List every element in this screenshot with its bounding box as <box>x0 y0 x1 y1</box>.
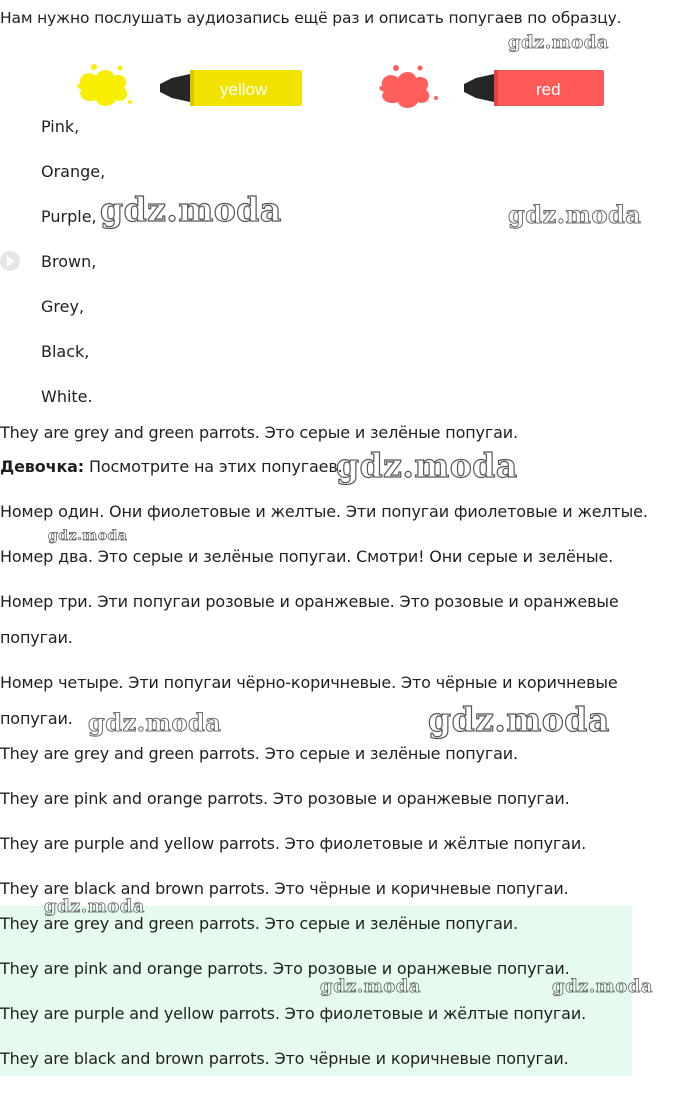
red-marker-illustration <box>376 62 606 112</box>
answer-line-3: They are purple and yellow parrots. Это фиолетовые и жёлтые попугаи. <box>0 834 587 853</box>
color-word-black: Black, <box>41 342 90 361</box>
highlighted-answer-2: They are pink and orange parrots. Это розовые и оранжевые попугаи. <box>0 959 570 978</box>
number-four-text: Номер четыре. Эти попугаи чёрно-коричневые. Это чёрные и коричневые <box>0 673 618 692</box>
watermark: gdz.moda <box>48 528 128 544</box>
color-word-brown: Brown, <box>41 252 97 271</box>
highlighted-answer-4: They are black and brown parrots. Это чёрные и коричневые попугаи. <box>0 1049 569 1068</box>
girl-text: Посмотрите на этих попугаев. <box>84 457 343 476</box>
girl-line <box>0 456 343 478</box>
watermark: gdz.moda <box>44 896 145 917</box>
watermark: gdz.moda <box>508 32 609 53</box>
intro-text: Нам нужно послушать аудиозапись ещё раз и описать попугаев по образцу. <box>0 9 622 27</box>
answer-line-2: They are pink and orange parrots. Это розовые и оранжевые попугаи. <box>0 789 570 808</box>
highlighted-answer-1: They are grey and green parrots. Это серые и зелёные попугаи. <box>0 914 518 933</box>
color-word-pink: Pink, <box>41 117 80 136</box>
watermark: gdz.moda <box>320 976 421 997</box>
watermark: gdz.moda <box>100 190 282 229</box>
yellow-marker-illustration <box>72 62 302 112</box>
example-sentence: They are grey and green parrots. Это серые и зелёные попугаи. <box>0 423 518 442</box>
color-word-grey: Grey, <box>41 297 85 316</box>
answer-line-4: They are black and brown parrots. Это чёрные и коричневые попугаи. <box>0 879 569 898</box>
watermark: gdz.moda <box>552 976 653 997</box>
number-four-text-cont: попугаи. <box>0 709 73 728</box>
number-three-text-cont: попугаи. <box>0 628 73 647</box>
color-word-purple: Purple, <box>41 207 97 226</box>
highlighted-answer-3: They are purple and yellow parrots. Это фиолетовые и жёлтые попугаи. <box>0 1004 587 1023</box>
color-word-orange: Orange, <box>41 162 106 181</box>
watermark: gdz.moda <box>508 200 642 229</box>
watermark: gdz.moda <box>88 708 222 737</box>
color-word-white: White. <box>41 387 93 406</box>
number-three-text: Номер три. Эти попугаи розовые и оранжевые. Это розовые и оранжевые <box>0 592 619 611</box>
audio-play-icon[interactable] <box>0 251 20 271</box>
red-marker-label: red <box>536 80 561 99</box>
number-one-text: Номер один. Они фиолетовые и желтые. Эти попугаи фиолетовые и желтые. <box>0 502 648 521</box>
watermark: gdz.moda <box>336 446 518 485</box>
watermark: gdz.moda <box>428 700 610 739</box>
answer-line-1: They are grey and green parrots. Это серые и зелёные попугаи. <box>0 744 518 763</box>
speaker-label: Девочка: <box>0 457 85 476</box>
number-two-text: Номер два. Это серые и зелёные попугаи. Смотри! Они серые и зелёные. <box>0 547 614 566</box>
yellow-marker-label: yellow <box>220 80 268 99</box>
